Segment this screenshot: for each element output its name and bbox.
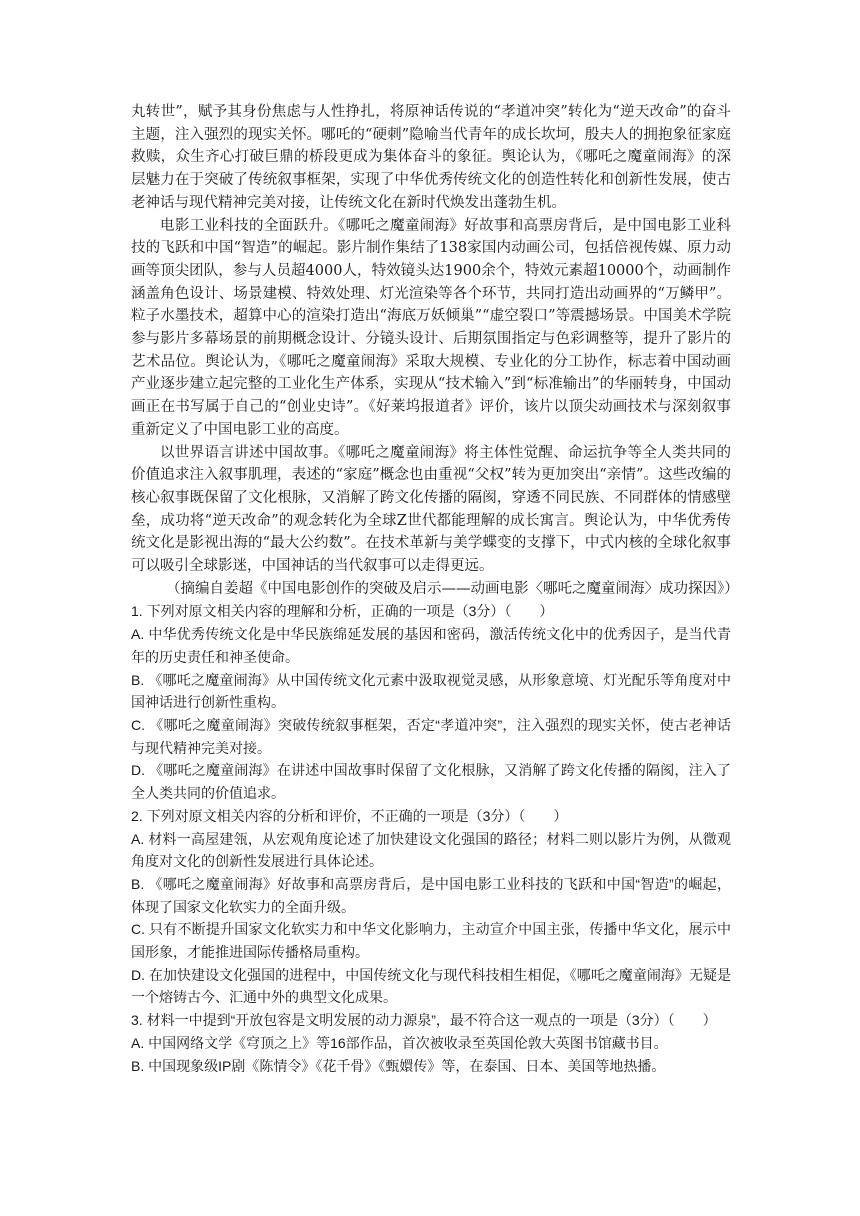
question-2	[131, 805, 731, 1009]
passage-paragraph: 丸转世”，赋予其身份焦虑与人性挣扎，将原神话传说的“孝道冲突”转化为“逆天改命”的奋斗主题，注入强烈的现实关怀。哪吒的“硬刺”隐喻当代青年的成长坎坷，殷夫人的拥抱象征家庭救赎，众生齐心打破巨鼎的桥段更成为集体奋斗的象征。舆论认为，《哪吒之魔童闹海》的深层魅力在于突破了传统叙事框架，实现了中华优秀传统文化的创造性转化和创新性发展，使古老神话与现代精神完美对接，让传统文化在新时代焕发出蓬勃生机。	[131, 104, 731, 211]
answer-option: D. 在加快建设文化强国的进程中，中国传统文化与现代科技相生相促，《哪吒之魔童闹海》无疑是一个熔铸古今、汇通中外的典型文化成果。	[131, 966, 731, 1006]
answer-option: C. 《哪吒之魔童闹海》突破传统叙事框架，否定“孝道冲突”，注入强烈的现实关怀，使古老神话与现代精神完美对接。	[131, 716, 731, 756]
question-stem: 3. 材料一中提到“开放包容是文明发展的动力源泉”，最不符合这一观点的一项是（3分）（ ）	[131, 1012, 717, 1029]
question-stem: 2. 下列对原文相关内容的分析和评价，不正确的一项是（3分）（ ）	[131, 807, 568, 824]
answer-option: C. 只有不断提升国家文化软实力和中华文化影响力，主动宣介中国主张，传播中华文化，展示中国形象，才能推进国际传播格局重构。	[131, 921, 731, 961]
reading-passage	[131, 101, 739, 600]
question-1	[131, 600, 731, 804]
question-stem: 1. 下列对原文相关内容的理解和分析，正确的一项是（3分）（ ）	[131, 603, 554, 620]
answer-option: A. 中国网络文学《穹顶之上》等16部作品，首次被收录至英国伦敦大英图书馆藏书目。	[131, 1034, 668, 1051]
answer-option: B. 《哪吒之魔童闹海》从中国传统文化元素中汲取视觉灵感，从形象意境、灯光配乐等角度对中国神话进行创新性重构。	[131, 671, 731, 711]
passage-paragraph: 电影工业科技的全面跃升。《哪吒之魔童闹海》好故事和高票房背后，是中国电影工业科技的飞跃和中国“智造”的崛起。影片制作集结了138家国内动画公司，包括倍视传媒、原力动画等顶尖团队，参与人员超4000人，特效镜头达1900余个，特效元素超10000个，动画制作涵盖角色设计、场景建模、特效处理、灯光渲染等各个环节，共同打造出动画界的“万鳞甲”。粒子水墨技术，超算中心的渲染打造出“海底万妖倾巢”“虚空裂口”等震撼场景。中国美术学院参与影片多幕场景的前期概念设计、分镜头设计、后期氛围指定与色彩调整等，提升了影片的艺术品位。舆论认为，《哪吒之魔童闹海》采取大规模、专业化的分工协作，标志着中国动画产业逐步建立起完整的工业化生产体系，实现从“技术输入”到“标准输出”的华丽转身，中国动画正在书写属于自己的“创业史诗”。《好莱坞报道者》评价，该片以顶尖动画技术与深刻叙事重新定义了中国电影工业的高度。	[131, 217, 731, 438]
answer-option: B. 中国现象级IP剧《陈情令》《花千骨》《甄嬛传》等，在泰国、日本、美国等地热播。	[131, 1057, 666, 1074]
answer-option: B. 《哪吒之魔童闹海》好故事和高票房背后，是中国电影工业科技的飞跃和中国“智造”的崛起，体现了国家文化软实力的全面升级。	[131, 875, 731, 915]
answer-option: D. 《哪吒之魔童闹海》在讲述中国故事时保留了文化根脉，又消解了跨文化传播的隔阂，注入了全人类共同的价值追求。	[131, 762, 731, 802]
passage-source: （摘编自姜超《中国电影创作的突破及启示——动画电影〈哪吒之魔童闹海〉成功探因》）	[166, 580, 739, 597]
page-content	[131, 101, 739, 1077]
question-3	[131, 1009, 731, 1077]
answer-option: A. 材料一高屋建瓴，从宏观角度论述了加快建设文化强国的路径；材料二则以影片为例，从微观角度对文化的创新性发展进行具体论述。	[131, 830, 731, 870]
passage-paragraph: 以世界语言讲述中国故事。《哪吒之魔童闹海》将主体性觉醒、命运抗争等全人类共同的价值追求注入叙事肌理，表述的“家庭”概念也由重视“父权”转为更加突出“亲情”。这些改编的核心叙事既保留了文化根脉，又消解了跨文化传播的隔阂，穿透不同民族、不同群体的情感壁垒，成功将“逆天改命”的观念转化为全球Z世代都能理解的成长寓言。舆论认为，中华优秀传统文化是影视出海的“最大公约数”。在技术革新与美学蝶变的支撑下，中式内核的全球化叙事可以吸引全球影迷，中国神话的当代叙事可以走得更远。	[131, 444, 731, 575]
answer-option: A. 中华优秀传统文化是中华民族绵延发展的基因和密码，激活传统文化中的优秀因子，是当代青年的历史责任和神圣使命。	[131, 626, 731, 665]
